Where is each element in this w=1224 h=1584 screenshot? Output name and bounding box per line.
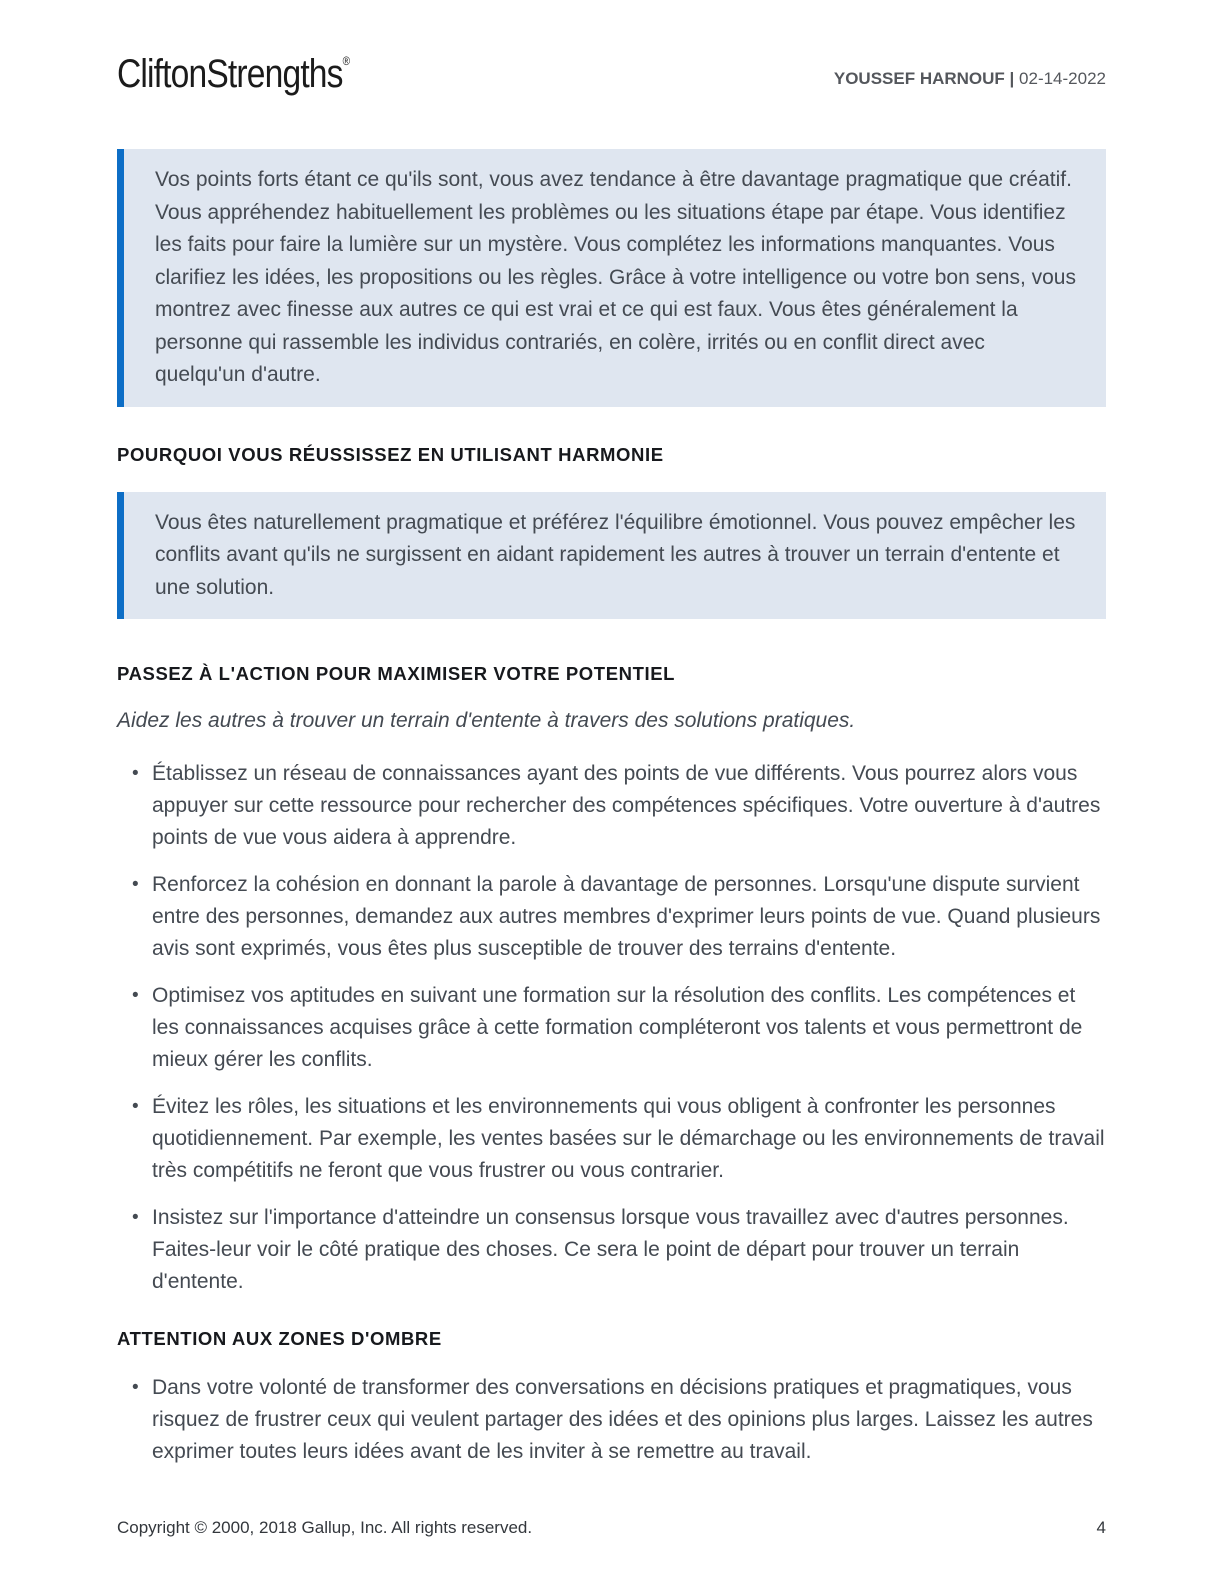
take-action-lead: Aidez les autres à trouver un terrain d'entente à travers des solutions pratiques. (117, 709, 856, 732)
section-heading-take-action: PASSEZ À L'ACTION POUR MAXIMISER VOTRE POTENTIEL (117, 663, 676, 684)
clifton-strengths-logo (117, 52, 350, 97)
blind-spot-item: • Dans votre volonté de transformer des conversations en décisions pratiques et pragmatiques, vous risquez de frustrer ceux qui veulent partager des idées et des opinions plus larges. Laissez les autres exprimer toutes leurs idées avant de les inviter à se remettre au travail. (117, 1372, 1106, 1468)
page-header (117, 52, 1106, 97)
action-item: • Optimisez vos aptitudes en suivant une formation sur la résolution des conflits. Les compétences et les connaissances acquises grâce à cette formation compléteront vos talents et vous permettront de mieux gérer les conflits. (117, 980, 1106, 1076)
strengths-insight-quote: Vos points forts étant ce qu'ils sont, vous avez tendance à être davantage pragmatique que créatif. Vous appréhendez habituellement les problèmes ou les situations étape par étape. Vous identifiez les faits pour faire la lumière sur un mystère. Vous complétez les informations manquantes. Vous clarifiez les idées, les propositions ou les règles. Grâce à votre intelligence ou votre bon sens, vous montrez avec finesse aux autres ce qui est vrai et ce qui est faux. Vous êtes généralement la personne qui rassemble les individus contrariés, en colère, irrités ou en conflit direct avec quelqu'un d'autre. (117, 149, 1106, 407)
page-footer (117, 1518, 1106, 1538)
report-user-date (834, 69, 1106, 97)
user-name: YOUSSEF HARNOUF | (833, 69, 1015, 88)
action-item: • Évitez les rôles, les situations et les environnements qui vous obligent à confronter les personnes quotidiennement. Par exemple, les ventes basées sur le démarchage ou les environnements de travail très compétitifs ne feront que vous frustrer ou vous contrarier. (117, 1091, 1106, 1187)
action-item: • Renforcez la cohésion en donnant la parole à davantage de personnes. Lorsqu'une dispute survient entre des personnes, demandez aux autres membres d'exprimer leurs points de vue. Quand plusieurs avis sont exprimés, vous êtes plus susceptible de trouver des terrains d'entente. (117, 869, 1106, 965)
blind-spots-list (117, 1372, 1106, 1468)
action-item: • Insistez sur l'importance d'atteindre un consensus lorsque vous travaillez avec d'autres personnes. Faites-leur voir le côté pratique des choses. Ce sera le point de départ pour trouver un terrain d'entente. (117, 1202, 1106, 1298)
page-number: 4 (1096, 1518, 1106, 1537)
section-heading-blind-spots: ATTENTION AUX ZONES D'OMBRE (117, 1328, 442, 1349)
action-item: • Établissez un réseau de connaissances ayant des points de vue différents. Vous pourrez alors vous appuyer sur cette ressource pour rechercher des compétences spécifiques. Votre ouverture à d'autres points de vue vous aidera à apprendre. (117, 758, 1106, 854)
section-heading-why-you-succeed: POURQUOI VOUS RÉUSSISSEZ EN UTILISANT HARMONIE (117, 443, 664, 465)
take-action-list (117, 758, 1106, 1298)
registered-trademark: ® (342, 54, 351, 68)
report-date: 02-14-2022 (1019, 69, 1106, 88)
logo-text: CliftonStrengths (117, 52, 343, 96)
copyright-notice: Copyright © 2000, 2018 Gallup, Inc. All rights reserved. (117, 1518, 533, 1537)
why-succeed-quote: Vous êtes naturellement pragmatique et préférez l'équilibre émotionnel. Vous pouvez empêcher les conflits avant qu'ils ne surgissent en aidant rapidement les autres à trouver un terrain d'entente et une solution. (117, 492, 1106, 620)
